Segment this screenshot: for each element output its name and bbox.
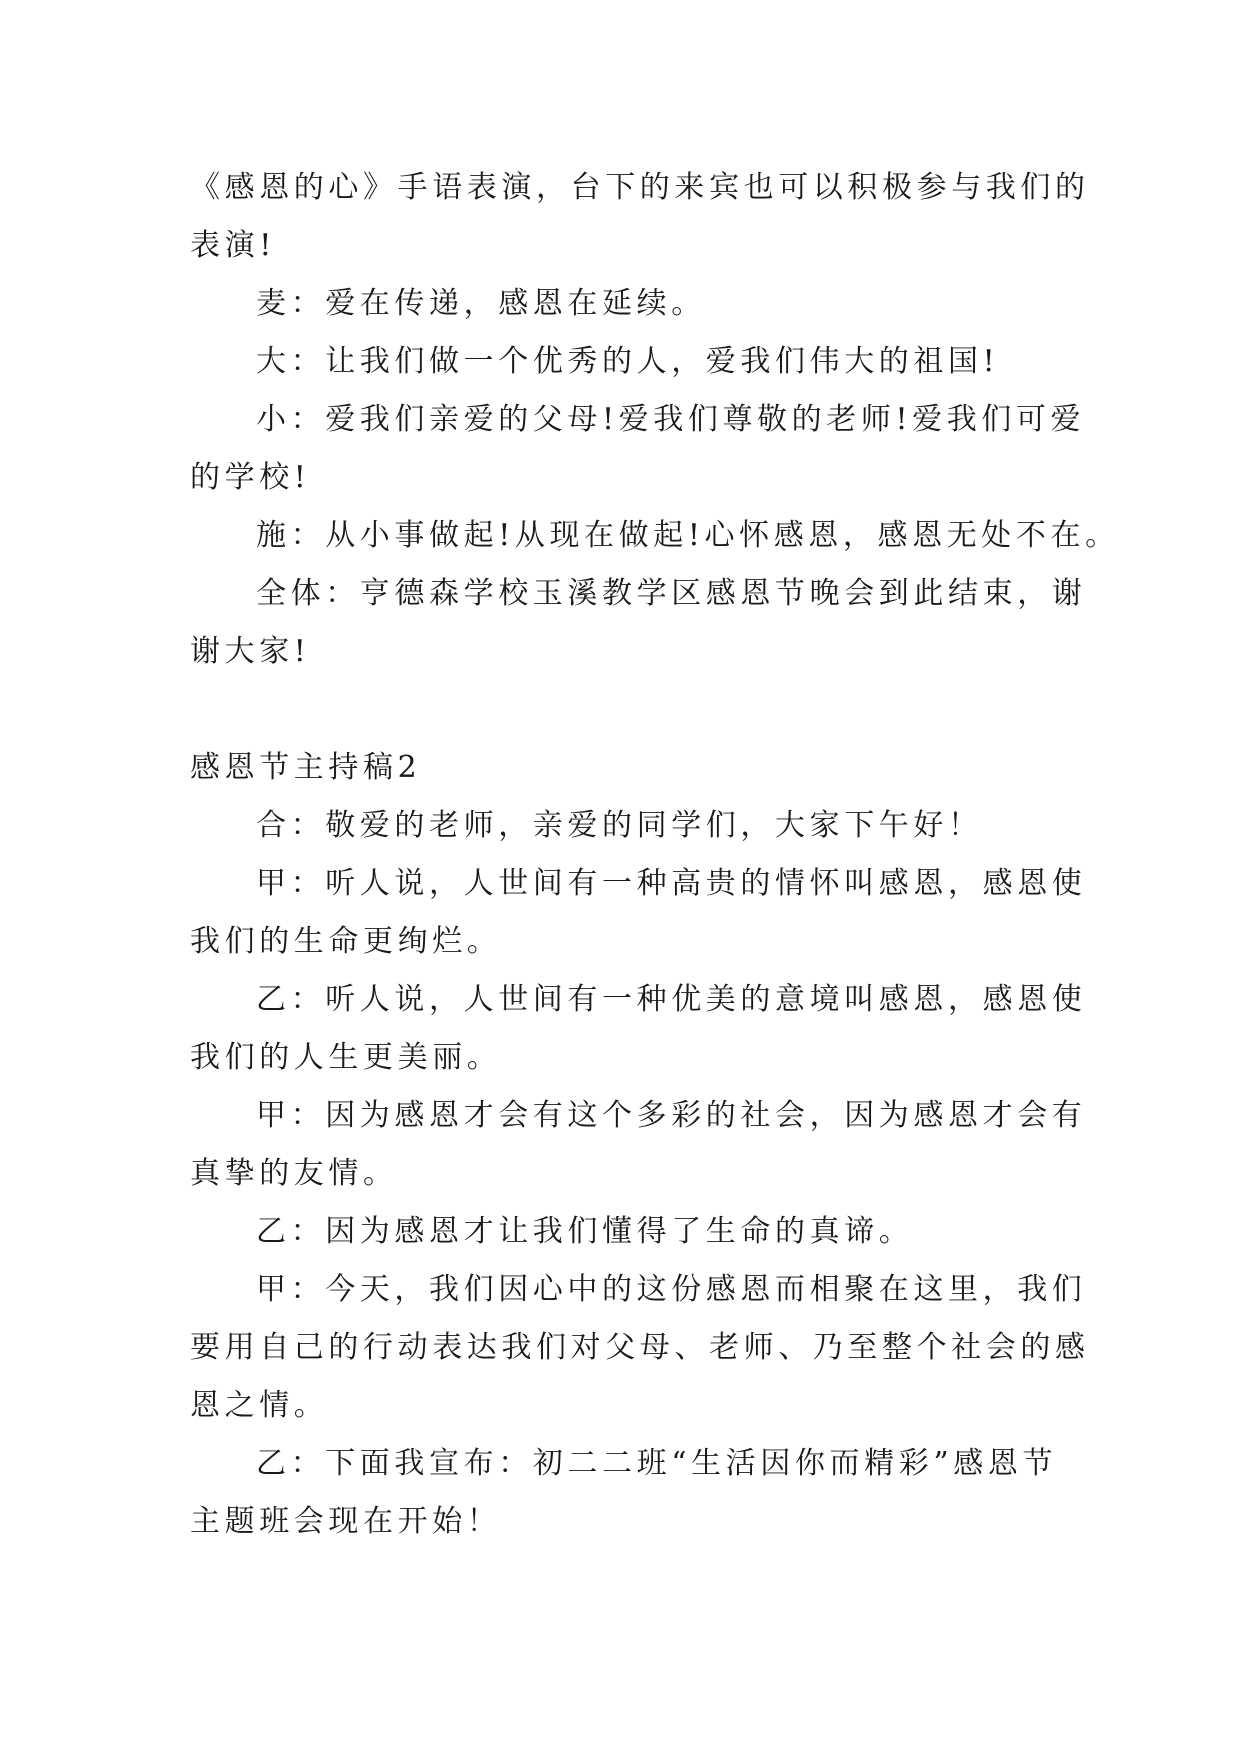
- text-line: 主题班会现在开始！: [190, 1504, 502, 1539]
- text-line: 我们的生命更绚烂。: [190, 924, 502, 959]
- text-line: 全体：亨德森学校玉溪教学区感恩节晚会到此结束，谢: [256, 576, 1087, 611]
- text-line: 乙：下面我宣布：初二二班“生活因你而精彩”感恩节: [256, 1446, 1058, 1481]
- text-line: 《感恩的心》手语表演，台下的来宾也可以积极参与我们的: [190, 170, 1090, 205]
- text-line: 甲：今天，我们因心中的这份感恩而相聚在这里，我们: [256, 1272, 1087, 1307]
- text-line: 合：敬爱的老师，亲爱的同学们，大家下午好！: [256, 808, 983, 843]
- text-line: 甲：因为感恩才会有这个多彩的社会，因为感恩才会有: [256, 1098, 1087, 1133]
- text-line: 施：从小事做起!从现在做起!心怀感恩，感恩无处不在。: [256, 518, 1120, 553]
- section-heading: 感恩节主持稿2: [190, 750, 422, 785]
- text-line: 真挚的友情。: [190, 1156, 398, 1191]
- text-line: 我们的人生更美丽。: [190, 1040, 502, 1075]
- text-line: 小：爱我们亲爱的父母!爱我们尊敬的老师!爱我们可爱: [256, 402, 1086, 437]
- text-line: 麦：爱在传递，感恩在延续。: [256, 286, 706, 321]
- text-line: 要用自己的行动表达我们对父母、老师、乃至整个社会的感: [190, 1330, 1090, 1365]
- text-line: 恩之情。: [190, 1388, 329, 1423]
- text-line: 的学校!: [190, 460, 311, 495]
- text-line: 甲：听人说，人世间有一种高贵的情怀叫感恩，感恩使: [256, 866, 1087, 901]
- text-line: 表演!: [190, 228, 276, 263]
- text-line: 大：让我们做一个优秀的人，爱我们伟大的祖国!: [256, 344, 1000, 379]
- text-line: 乙：因为感恩才让我们懂得了生命的真谛。: [256, 1214, 914, 1249]
- text-line: 谢大家!: [190, 634, 311, 669]
- text-line: 乙：听人说，人世间有一种优美的意境叫感恩，感恩使: [256, 982, 1087, 1017]
